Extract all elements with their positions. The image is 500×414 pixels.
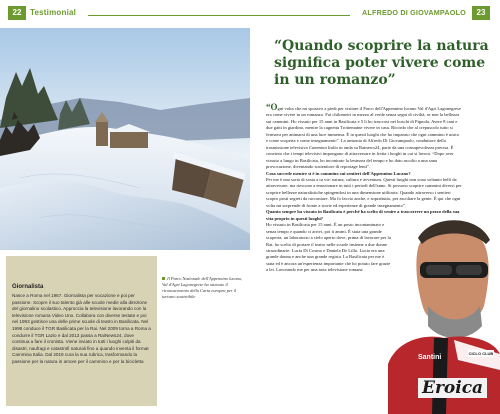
snowy-mountain-photo xyxy=(0,28,250,250)
article-title: “Quando scoprire la natura significa poter vivere come in un romanzo” xyxy=(274,38,489,88)
question-2: Quanto sempre ha vissuto in Basilicata è perché ha scelto di venire a trascorrere un pezzo della sua vita proprio in questi luoghi? xyxy=(266,209,460,221)
answer-2: Ho vissuto in Basilicata per 15 anni. È un posto incontaminato e senza tempo e quando ci arrivi, poi ti ammi. È stata una grande scoperta, un laboratorio a cielo aperto dove, prima di lavorare per la Rai, ho scelto di portare il teatro nelle scuole insieme a due donne straordinarie: Lucia Di Cosmo e Daniela De Lillo. Lucia era una grande donna e anche una grande regista. La Basilicata per me è stata ed è ancora un'esperienza importante che ho potuto fare grazie a lei. Lavorando me per una nota televisione romana xyxy=(266,222,391,273)
jersey-sponsor: Santini xyxy=(418,354,442,361)
jersey-brand: Eroica xyxy=(418,378,487,398)
bio-box xyxy=(6,256,157,406)
caption-marker-icon xyxy=(162,277,165,280)
paragraph-1-end: in onda su Rainews24, parte da una consapevolezza precisa. È convinto che i tempi televisivi impongano di attraversare in fretta i luoghi in cui si lavora. “Dopo aver vissuto a lungo in Basilicata, ho incontrato la lentezza del tempo e ho dato ascolto a una sana provocazione, diventando sostenitore di reportage lenti”. xyxy=(266,144,454,170)
drop-cap: “O xyxy=(266,102,278,112)
question-1: Cosa succede mentre si è in cammino sui sentieri dell'Appennino Lucano? xyxy=(266,170,411,176)
page-number-right: 23 xyxy=(472,6,490,20)
photo-caption xyxy=(162,276,246,300)
author-label: ALFREDO DI GIOVAMPAOLO xyxy=(362,8,466,17)
header-rule-right xyxy=(250,15,350,16)
section-label: Testimonial xyxy=(30,8,77,17)
header-rule-left xyxy=(88,15,250,16)
show-name: Cammina Italia xyxy=(308,144,338,150)
bio-heading: Giornalista xyxy=(12,284,44,290)
paragraph-1: gni volta che mi sposavo a piedi per visitare il Parco dell'Appennino lucano Val d'Agri Lagonegrese era come vivere in un romanzo. Fai chilometri in mezzo al verde senza segni di civiltà, se non la bellezza sui cammini. Ho vissuto per 15 anni in Basilicata e 5 li ho trascorsi nei boschi di Pignola. Avere 8 cani e due gatti in giardino, mentre la cagnetta Trottemaine vivere in casa. Ricordo che al crepuscolo tutto si fermava per animarsi di una luce immensa. È in questi luoghi che ho imparato che ogni cammino è unico e come scoperta e come insegnamento”. La armonia di Alfredo Di Giovampaolo, conduttore della trasmissione televisiva xyxy=(266,106,461,150)
bio-text: Nasce a Roma nel 1967. Giornalista per vocazione e poi per passione. Scopre il suo talento già alle scuole medie alla direzione del giornalino scolastico. Approccia la televisione lavorando con la televisione romana Video Uno. Collabora con diverse testate e poi nel 1993 gestisce una delle prime scuole di teatro in Basilicata. Nel 1998 conduce il TGR Basilicata per la Rai. Nel 2009 torna a Roma a condurre il TGR Lazio e dal 2013 passa a RaiNews24, dove continua a fare il cronista. Viene inviato in tutti i luoghi colpiti da disastri, naufragi e catastrofi naturali fino a quando inventa il format Cammina Italia. Dal 2019 cura la sua rubrica, trasformando la passione per la natura in amore per il cammino e per la bicicletta xyxy=(12,293,151,364)
page-number-left: 22 xyxy=(8,6,26,20)
left-page-header xyxy=(0,6,250,24)
answer-1: Per me è una sorta di sosta a tu vie: natura, cultura e avventura. Questi luoghi non sono soltanto belli da attraversare, ma riescono a emozionare in tutti i periodi dell'anno. Si possono scoprire cammini diversi per scoprire bellezze naturalistiche spingendosi in una dimensione utilitaria. Quando attraverso i sentieri scopro posti segreti da raccontare. Ma fo faccio anche, e soprattutto, per ascoltare la gente. È qui che ogni volta mi sorprende di fronte a storie ed esperienze di grande insegnamento”. xyxy=(266,176,462,208)
right-page-header xyxy=(250,6,500,24)
jersey-badge: CICLO CLUB xyxy=(468,351,494,356)
photo-caption-text: Il Parco Nazionale dell'Appennino lucano, Val d'Agri Lagonegrese ha ottenuto il riconoscimento della Carta europea per il turismo sostenibile xyxy=(162,276,243,299)
portrait-photo xyxy=(388,214,500,414)
